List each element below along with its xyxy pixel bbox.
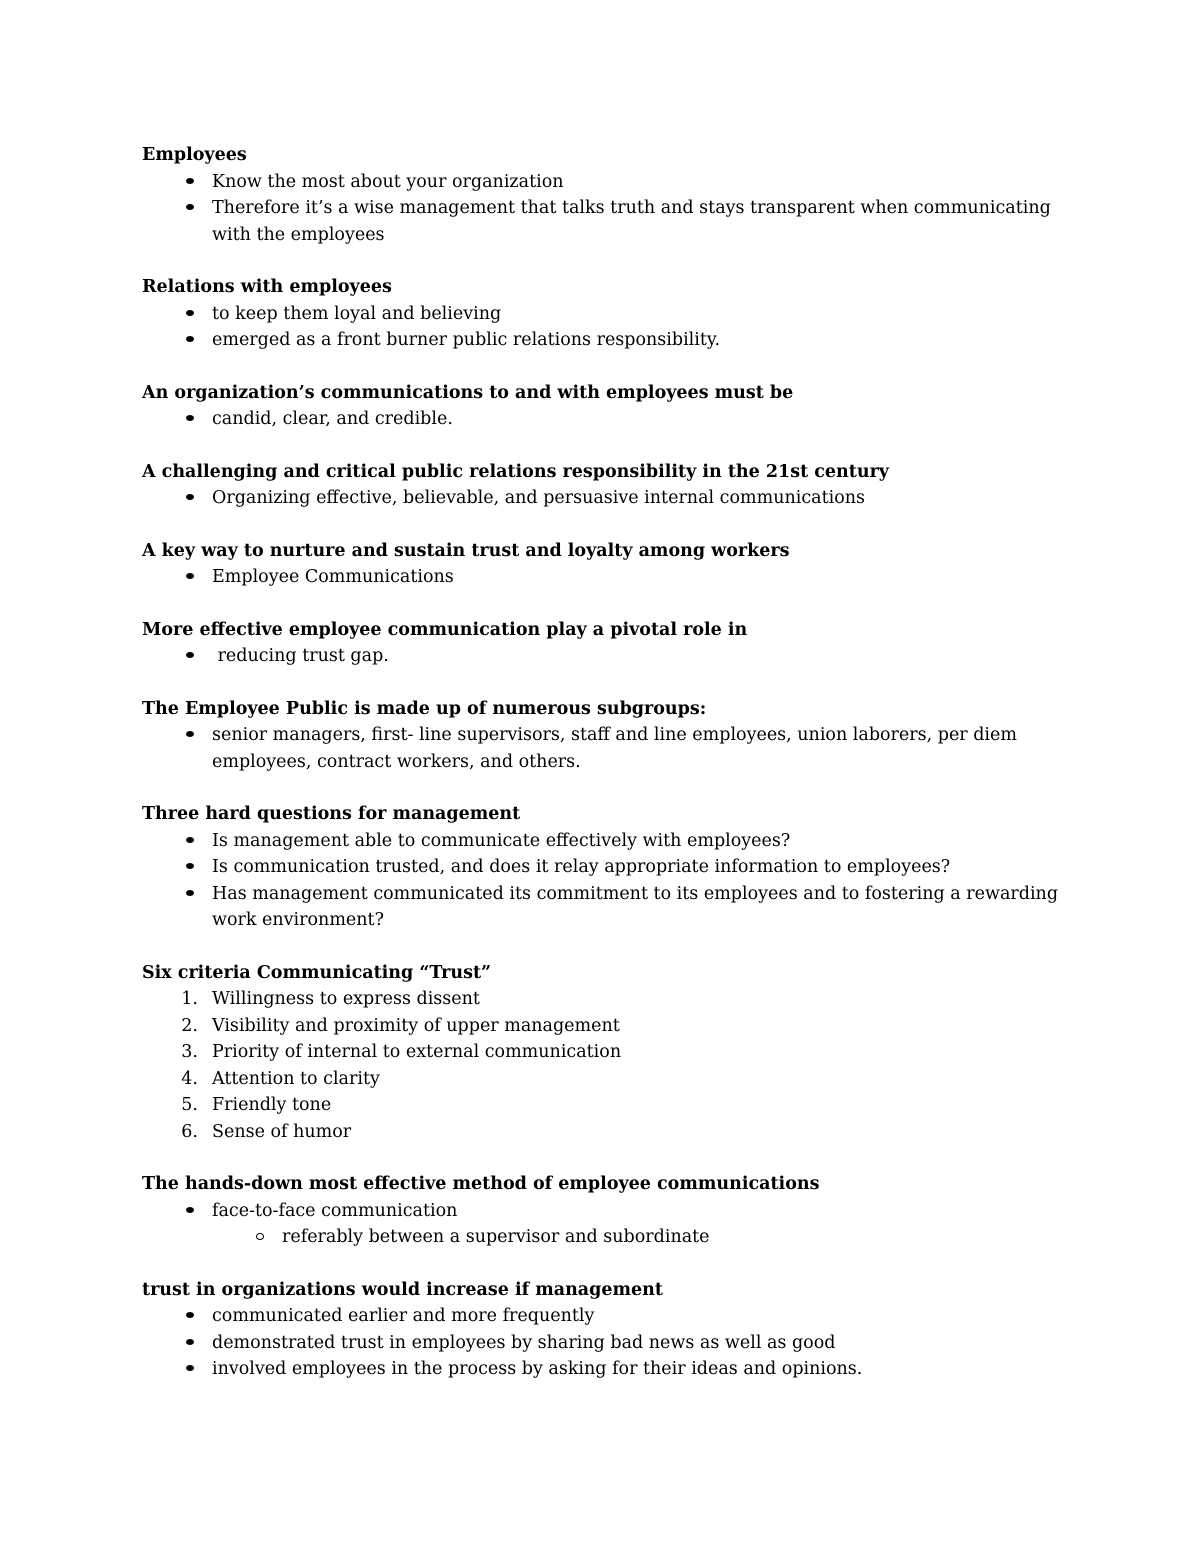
list-item-text: Is communication trusted, and does it relay appropriate information to employees? xyxy=(212,857,951,877)
bullet-icon xyxy=(178,1330,202,1357)
section-heading: Relations with employees xyxy=(142,277,392,297)
section-heading: Six criteria Communicating “Trust” xyxy=(142,962,492,983)
bullet-icon xyxy=(178,854,202,881)
bullet-list xyxy=(142,564,1082,591)
list-item xyxy=(142,828,1082,855)
bullet-icon xyxy=(178,828,202,855)
section-heading: Three hard questions for management xyxy=(142,804,521,824)
list-number: 6. xyxy=(181,1121,198,1142)
bullet-icon xyxy=(178,301,202,328)
bullet-list xyxy=(142,1198,1082,1251)
bullet-icon xyxy=(178,169,202,196)
bullet-icon xyxy=(178,643,202,670)
list-item-text: Visibility and proximity of upper management xyxy=(212,1015,620,1036)
list-item xyxy=(142,881,1082,934)
bullet-icon xyxy=(178,881,202,908)
section-employees xyxy=(142,142,1082,248)
section-heading: A key way to nurture and sustain trust and loyalty among workers xyxy=(142,540,790,561)
list-item xyxy=(142,986,1082,1013)
list-number: 3. xyxy=(181,1042,198,1062)
list-item-text: candid, clear, and credible. xyxy=(212,409,453,429)
list-item xyxy=(142,327,1082,354)
list-item xyxy=(142,301,1082,328)
list-item-text: Sense of humor xyxy=(212,1121,352,1142)
section-key-way xyxy=(142,538,1082,591)
document-body xyxy=(142,142,1082,1409)
list-item xyxy=(142,854,1082,881)
list-item-text: face-to-face communication xyxy=(212,1200,458,1221)
section-relations xyxy=(142,274,1082,354)
numbered-list xyxy=(142,986,1082,1145)
list-item xyxy=(142,722,1082,775)
section-heading: An organization’s communications to and with employees must be xyxy=(142,382,794,403)
list-item xyxy=(142,1356,1082,1383)
section-heading: The Employee Public is made up of numerous subgroups: xyxy=(142,698,707,719)
list-item xyxy=(142,169,1082,196)
section-heading: A challenging and critical public relations responsibility in the 21st century xyxy=(142,461,889,482)
section-employee-public xyxy=(142,696,1082,776)
list-number: 1. xyxy=(181,989,198,1009)
bullet-icon xyxy=(178,1356,202,1383)
list-item-text: Is management able to communicate effectively with employees? xyxy=(212,830,791,851)
section-pivotal-role xyxy=(142,617,1082,670)
list-item-text: communicated earlier and more frequently xyxy=(212,1306,595,1326)
section-most-effective-method xyxy=(142,1171,1082,1251)
list-item-text: Therefore it’s a wise management that talks truth and stays transparent when communicating with the employees xyxy=(212,198,1051,245)
list-item-text: reducing trust gap. xyxy=(212,646,389,666)
section-heading: The hands-down most effective method of employee communications xyxy=(142,1174,820,1194)
section-hard-questions xyxy=(142,801,1082,934)
list-item-text: Employee Communications xyxy=(212,567,454,587)
list-item xyxy=(142,643,1082,670)
list-item xyxy=(142,1198,1082,1225)
bullet-list xyxy=(142,828,1082,934)
list-item-text: Know the most about your organization xyxy=(212,171,564,192)
bullet-list xyxy=(142,301,1082,354)
bullet-list xyxy=(142,1303,1082,1383)
list-item-text: Attention to clarity xyxy=(212,1068,380,1089)
list-item-text: Willingness to express dissent xyxy=(212,989,480,1009)
list-item-text: referably between a supervisor and subordinate xyxy=(282,1227,710,1247)
list-item xyxy=(142,485,1082,512)
list-item xyxy=(142,1303,1082,1330)
section-heading: More effective employee communication play a pivotal role in xyxy=(142,619,748,640)
bullet-icon xyxy=(178,564,202,591)
bullet-icon xyxy=(178,485,202,512)
sub-list-item xyxy=(142,1224,1082,1251)
list-item xyxy=(142,406,1082,433)
list-number: 4. xyxy=(181,1068,198,1089)
list-item xyxy=(142,195,1082,248)
list-item-text: Priority of internal to external communication xyxy=(212,1042,622,1062)
list-item-text: Has management communicated its commitment to its employees and to fostering a rewarding work environment? xyxy=(212,883,1059,930)
bullet-list xyxy=(142,722,1082,775)
list-item-text: senior managers, first- line supervisors, staff and line employees, union laborers, per diem employees, contract workers, and others. xyxy=(212,725,1017,772)
list-number: 2. xyxy=(181,1015,198,1036)
section-six-criteria xyxy=(142,960,1082,1146)
bullet-icon xyxy=(178,1198,202,1225)
section-heading: trust in organizations would increase if management xyxy=(142,1279,663,1300)
hollow-bullet-icon xyxy=(248,1224,272,1251)
bullet-list xyxy=(142,485,1082,512)
list-item xyxy=(142,1039,1082,1066)
list-item xyxy=(142,564,1082,591)
list-item xyxy=(142,1119,1082,1146)
section-challenging xyxy=(142,459,1082,512)
list-number: 5. xyxy=(181,1095,198,1115)
section-communications-must-be xyxy=(142,380,1082,433)
list-item-text: Friendly tone xyxy=(212,1095,332,1115)
bullet-icon xyxy=(178,1303,202,1330)
list-item xyxy=(142,1013,1082,1040)
list-item-text: to keep them loyal and believing xyxy=(212,303,502,324)
bullet-icon xyxy=(178,722,202,749)
list-item-text: demonstrated trust in employees by sharing bad news as well as good xyxy=(212,1332,836,1353)
bullet-list xyxy=(142,643,1082,670)
bullet-list xyxy=(142,406,1082,433)
bullet-icon xyxy=(178,327,202,354)
list-item-text: emerged as a front burner public relations responsibility. xyxy=(212,330,721,350)
bullet-list xyxy=(142,169,1082,249)
bullet-icon xyxy=(178,195,202,222)
list-item xyxy=(142,1092,1082,1119)
list-item-text: involved employees in the process by asking for their ideas and opinions. xyxy=(212,1359,863,1379)
list-item xyxy=(142,1330,1082,1357)
section-heading: Employees xyxy=(142,145,247,165)
list-item xyxy=(142,1066,1082,1093)
section-trust-increase xyxy=(142,1277,1082,1383)
list-item-text: Organizing effective, believable, and persuasive internal communications xyxy=(212,488,865,508)
bullet-icon xyxy=(178,406,202,433)
